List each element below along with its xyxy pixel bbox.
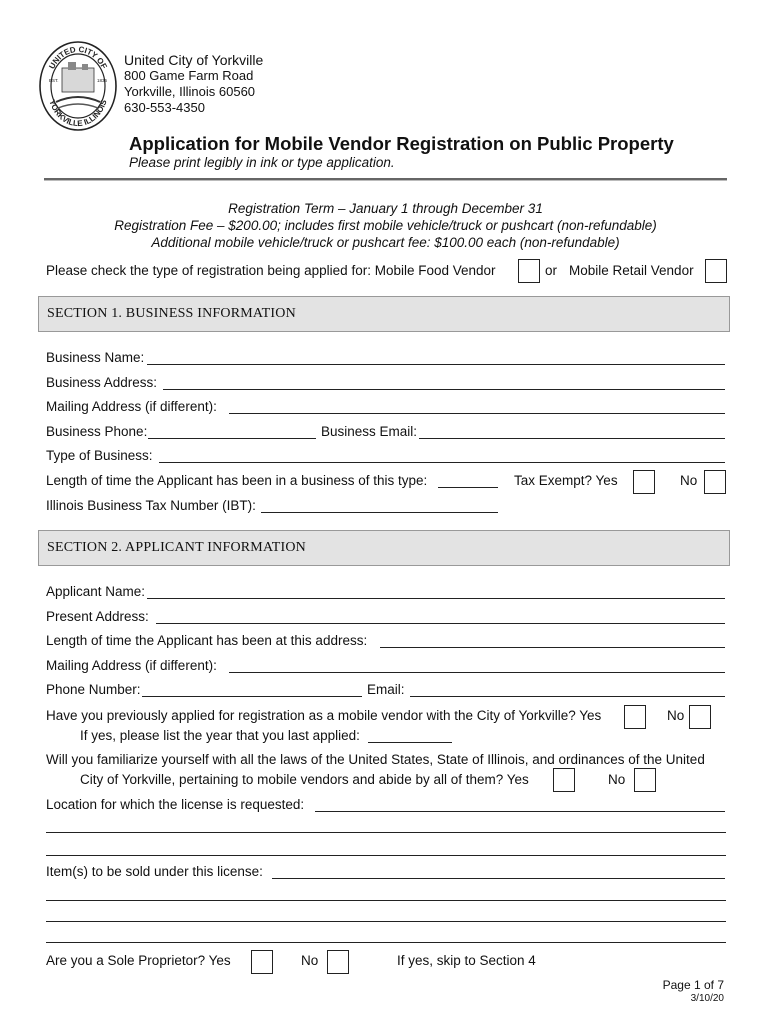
business-address-label: Business Address: (46, 375, 158, 390)
sole-proprietor-no-checkbox[interactable] (327, 950, 349, 974)
business-email-field[interactable] (419, 438, 725, 439)
email-label: Email: (367, 682, 405, 697)
mobile-food-vendor-checkbox[interactable] (518, 259, 540, 283)
org-address-line1: 800 Game Farm Road (124, 68, 254, 83)
length-of-time-label: Length of time the Applicant has been in a business of this type: (46, 473, 428, 488)
applicant-name-field[interactable] (147, 598, 725, 599)
length-at-address-label: Length of time the Applicant has been at this address: (46, 633, 368, 648)
previously-applied-yes-checkbox[interactable] (624, 705, 646, 729)
ibt-field[interactable] (261, 512, 498, 513)
page-footer (663, 978, 724, 1006)
form-subtitle: Please print legibly in ink or type application. (129, 155, 395, 170)
applicant-mailing-address-field[interactable] (229, 672, 725, 673)
skip-to-section-4-note: If yes, skip to Section 4 (397, 953, 536, 968)
section-2-header (38, 530, 730, 566)
email-field[interactable] (410, 696, 725, 697)
registration-type-row (46, 261, 496, 281)
familiarize-yes-checkbox[interactable] (553, 768, 575, 792)
location-label: Location for which the license is requested: (46, 797, 305, 812)
present-address-label: Present Address: (46, 609, 149, 624)
previously-applied-no-checkbox[interactable] (689, 705, 711, 729)
applicant-mailing-address-label: Mailing Address (if different): (46, 658, 217, 673)
length-at-address-field[interactable] (380, 647, 725, 648)
tax-exempt-no-checkbox[interactable] (704, 470, 726, 494)
seal-est: EST. (49, 78, 59, 83)
familiarize-no-checkbox[interactable] (634, 768, 656, 792)
present-address-field[interactable] (156, 623, 725, 624)
phone-number-field[interactable] (142, 696, 362, 697)
type-of-business-label: Type of Business: (46, 448, 153, 463)
seal-top-text: UNITED CITY OF (47, 44, 109, 71)
previously-applied-no-label: No (667, 708, 685, 723)
sole-proprietor-no-label: No (301, 953, 319, 968)
sole-proprietor-label: Are you a Sole Proprietor? Yes (46, 953, 231, 968)
items-label: Item(s) to be sold under this license: (46, 864, 263, 879)
tax-exempt-no-label: No (680, 473, 698, 488)
last-applied-year-label: If yes, please list the year that you last applied: (80, 728, 360, 743)
org-header (124, 52, 263, 116)
tax-exempt-yes-checkbox[interactable] (633, 470, 655, 494)
business-email-label: Business Email: (321, 424, 418, 439)
mailing-address-field[interactable] (229, 413, 725, 414)
registration-terms (44, 200, 727, 251)
registration-type-prompt: Please check the type of registration being applied for: Mobile Food Vendor (46, 263, 496, 278)
familiarize-no-label: No (608, 772, 626, 787)
type-of-business-field[interactable] (159, 462, 725, 463)
revision-date: 3/10/20 (690, 993, 724, 1004)
business-name-field[interactable] (147, 364, 725, 365)
mobile-retail-vendor-checkbox[interactable] (705, 259, 727, 283)
sole-proprietor-yes-checkbox[interactable] (251, 950, 273, 974)
or-label: or (545, 263, 558, 278)
business-phone-label: Business Phone: (46, 424, 148, 439)
seal-year: 1836 (97, 78, 108, 83)
form-title: Application for Mobile Vendor Registration on Public Property (129, 133, 674, 154)
items-field-line-4[interactable] (46, 942, 726, 943)
page-number: Page 1 of 7 (662, 978, 724, 992)
previously-applied-label: Have you previously applied for registration as a mobile vendor with the City of Yorkville? Yes (46, 708, 602, 723)
org-phone: 630-553-4350 (124, 100, 205, 115)
city-seal-logo (38, 40, 118, 132)
business-address-field[interactable] (163, 389, 725, 390)
items-field-line-3[interactable] (46, 921, 726, 922)
location-field-line-3[interactable] (46, 855, 726, 856)
section-2-title: SECTION 2. APPLICANT INFORMATION (47, 540, 306, 555)
business-phone-field[interactable] (148, 438, 316, 439)
section-1-header (38, 296, 730, 332)
org-name: United City of Yorkville (124, 52, 264, 68)
seal-bottom-text: YORKVILLE ILLINOIS (47, 98, 109, 129)
items-field-line-2[interactable] (46, 900, 726, 901)
length-of-time-field[interactable] (438, 487, 498, 488)
org-address-line2: Yorkville, Illinois 60560 (124, 84, 256, 99)
business-name-label: Business Name: (46, 350, 145, 365)
applicant-name-label: Applicant Name: (46, 584, 146, 599)
familiarize-line-1: Will you familiarize yourself with all the laws of the United States, State of Illinois, and ordinances of the United (46, 752, 705, 767)
location-field[interactable] (315, 811, 725, 812)
location-field-line-2[interactable] (46, 832, 726, 833)
last-applied-year-field[interactable] (368, 742, 452, 743)
items-field[interactable] (272, 878, 725, 879)
additional-fee-line: Additional mobile vehicle/truck or pushcart fee: $100.00 each (non-refundable) (151, 235, 620, 250)
header-divider (44, 178, 727, 181)
mobile-retail-vendor-label: Mobile Retail Vendor (569, 263, 694, 278)
term-line: Registration Term – January 1 through December 31 (228, 201, 543, 216)
ibt-label: Illinois Business Tax Number (IBT): (46, 498, 256, 513)
fee-line: Registration Fee – $200.00; includes first mobile vehicle/truck or pushcart (non-refundable) (114, 218, 657, 233)
phone-number-label: Phone Number: (46, 682, 141, 697)
section-1-title: SECTION 1. BUSINESS INFORMATION (47, 306, 296, 321)
tax-exempt-label: Tax Exempt? Yes (514, 473, 618, 488)
mailing-address-label: Mailing Address (if different): (46, 399, 217, 414)
familiarize-line-2: City of Yorkville, pertaining to mobile vendors and abide by all of them? Yes (80, 772, 529, 787)
